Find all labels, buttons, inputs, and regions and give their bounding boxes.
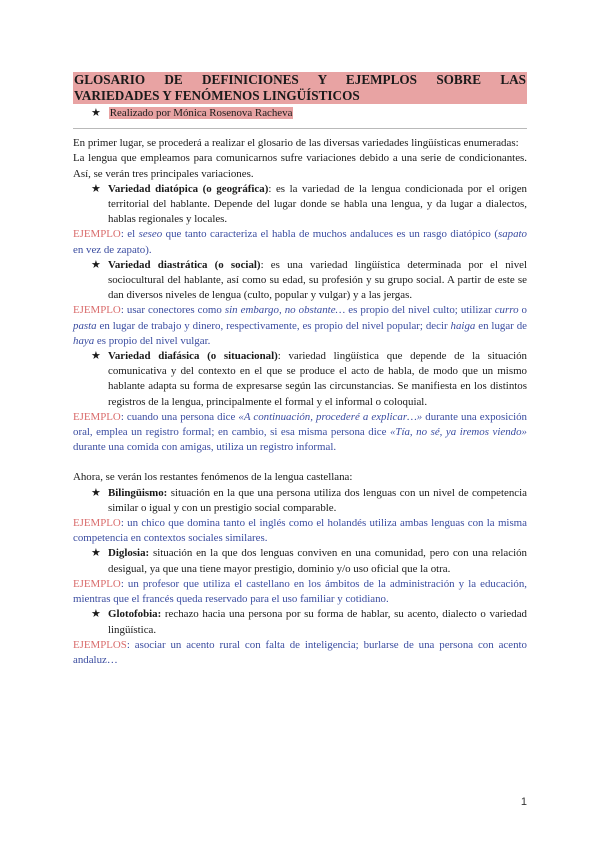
example-bilinguismo — [73, 516, 527, 546]
star-bullet-icon: ★ — [91, 547, 101, 560]
example-text: durante una comida con amigas, utiliza un registro informal. — [73, 441, 337, 454]
list-item-diafasica — [73, 349, 527, 410]
author-line — [91, 106, 527, 121]
star-bullet-icon: ★ — [91, 608, 101, 621]
example-text: : un chico que domina tanto el inglés como el holandés utiliza ambas lenguas con la misma competencia en contextos sociales similares. — [73, 517, 527, 545]
example-italic: «A continuación, procederé a explicar…» — [238, 410, 423, 423]
example-text: es propio del nivel vulgar. — [94, 334, 211, 347]
example-text: : cuando una persona dice — [120, 410, 239, 423]
list-item-bilinguismo — [73, 486, 527, 516]
definition: : variedad lingüística que depende de la situación comunicativa y del contexto en el que se produce el acto de habla, de modo que un mismo hablante adapta su forma de expresarse según las circunstancias. Se manifiesta en los distintos registros de la lengua, principalmente el formal y el informal o coloquial. — [108, 350, 527, 408]
example-text: : un profesor que utiliza el castellano en los ámbitos de la administración y la educación, mientras que el francés queda reservado para el uso familiar y cotidiano. — [73, 577, 527, 606]
example-text: o — [518, 304, 527, 317]
example-text: durante una exposición oral, emplea un registro formal; en cambio, si esa misma persona dice — [73, 410, 527, 439]
star-bullet-icon: ★ — [91, 258, 101, 271]
divider — [73, 128, 527, 129]
example-label: EJEMPLO — [73, 304, 121, 317]
list-item-diatopica — [73, 182, 527, 228]
example-italic: sin embargo, no obstante… — [224, 304, 346, 317]
example-label: EJEMPLO — [73, 228, 121, 241]
spacer — [73, 455, 527, 470]
term: Variedad diafásica (o situacional) — [108, 350, 278, 363]
example-italic: sapato — [497, 228, 527, 241]
example-text: en vez de zapato). — [73, 243, 152, 256]
page-number: 1 — [520, 796, 527, 808]
term: Variedad diatópica (o geográfica) — [108, 182, 269, 195]
example-text: que tanto caracteriza el habla de muchos andaluces es un rasgo diatópico ( — [162, 228, 498, 241]
title-line-2: VARIEDADES Y FENÓMENOS LINGÜÍSTICOS — [74, 88, 360, 103]
title-line-1: GLOSARIO DE DEFINICIONES Y EJEMPLOS SOBRE LAS — [74, 72, 526, 87]
fenomenos-intro: Ahora, se verán los restantes fenómenos de la lengua castellana: — [73, 471, 353, 484]
example-label: EJEMPLO — [73, 517, 121, 530]
example-diatopica — [73, 227, 527, 257]
example-italic: pasta — [73, 319, 97, 332]
list-item-glotofobia — [73, 607, 527, 637]
example-diglosia — [73, 577, 527, 607]
definition: situación en la que dos lenguas conviven en una comunidad, pero con una relación desigual, ya que una tiene mayor prestigio, dominio y/o uso oficial que la otra. — [108, 547, 527, 575]
example-diafasica — [73, 410, 527, 456]
example-text: : asociar un acento rural con falta de inteligencia; burlarse de una persona con acento andaluz… — [73, 638, 527, 666]
page-content — [73, 72, 527, 668]
term: Bilingüismo: — [108, 486, 168, 499]
example-glotofobia — [73, 638, 527, 668]
term: Glotofobia: — [108, 608, 162, 621]
star-bullet-icon: ★ — [91, 350, 101, 363]
term: Diglosia: — [108, 547, 150, 560]
example-text: : usar conectores como — [120, 304, 225, 317]
example-text: es propio del nivel culto; utilizar — [345, 304, 495, 317]
document-title — [73, 72, 527, 104]
example-italic: «Tía, no sé, ya iremos viendo» — [389, 426, 527, 439]
definition: : es la variedad de la lengua condicionada por el origen territorial del hablante. Depende del lugar donde se habla una lengua, y da lugar a dialectos, hablas regionales y locales. — [108, 182, 527, 226]
example-label: EJEMPLO — [73, 410, 121, 423]
star-bullet-icon: ★ — [91, 182, 101, 195]
example-italic: haiga — [450, 319, 476, 332]
example-text: : el — [120, 228, 139, 241]
example-italic: curro — [494, 304, 519, 317]
example-italic: haya — [73, 334, 95, 347]
example-text: en lugar de trabajo y dinero, respectivamente, es propio del nivel popular; decir — [96, 319, 451, 332]
term: Variedad diastrática (o social) — [108, 258, 261, 271]
star-bullet-icon: ★ — [91, 486, 101, 499]
example-italic: seseo — [138, 228, 163, 241]
list-item-diglosia — [73, 546, 527, 576]
intro-paragraph-1: En primer lugar, se procederá a realizar el glosario de las diversas variedades lingüísticas enumeradas: — [73, 137, 519, 150]
author-name: Realizado por Mónica Rosenova Racheva — [109, 107, 293, 119]
definition: situación en la que una persona utiliza dos lenguas con un nivel de competencia similar o igual y con un prestigio social comparable. — [108, 486, 527, 514]
example-label: EJEMPLO — [73, 577, 121, 590]
example-label: EJEMPLOS — [73, 638, 127, 651]
definition: : es una variedad lingüística determinada por el nivel sociocultural del hablante, así como su edad, su profesión y su grupo social. A partir de este se dan diversos niveles de lengua (culto, popular y vulgar) y a las jergas. — [108, 258, 528, 302]
intro-paragraph-2: La lengua que empleamos para comunicarnos sufre variaciones debido a una serie de condicionantes. Así, se verán tres principales variaciones. — [73, 152, 527, 180]
example-text: en lugar de — [475, 319, 527, 332]
example-diastratica — [73, 303, 527, 349]
star-bullet-icon: ★ — [91, 107, 101, 119]
definition: rechazo hacia una persona por su forma de hablar, su acento, dialecto o variedad lingüística. — [108, 608, 527, 636]
list-item-diastratica — [73, 258, 527, 304]
